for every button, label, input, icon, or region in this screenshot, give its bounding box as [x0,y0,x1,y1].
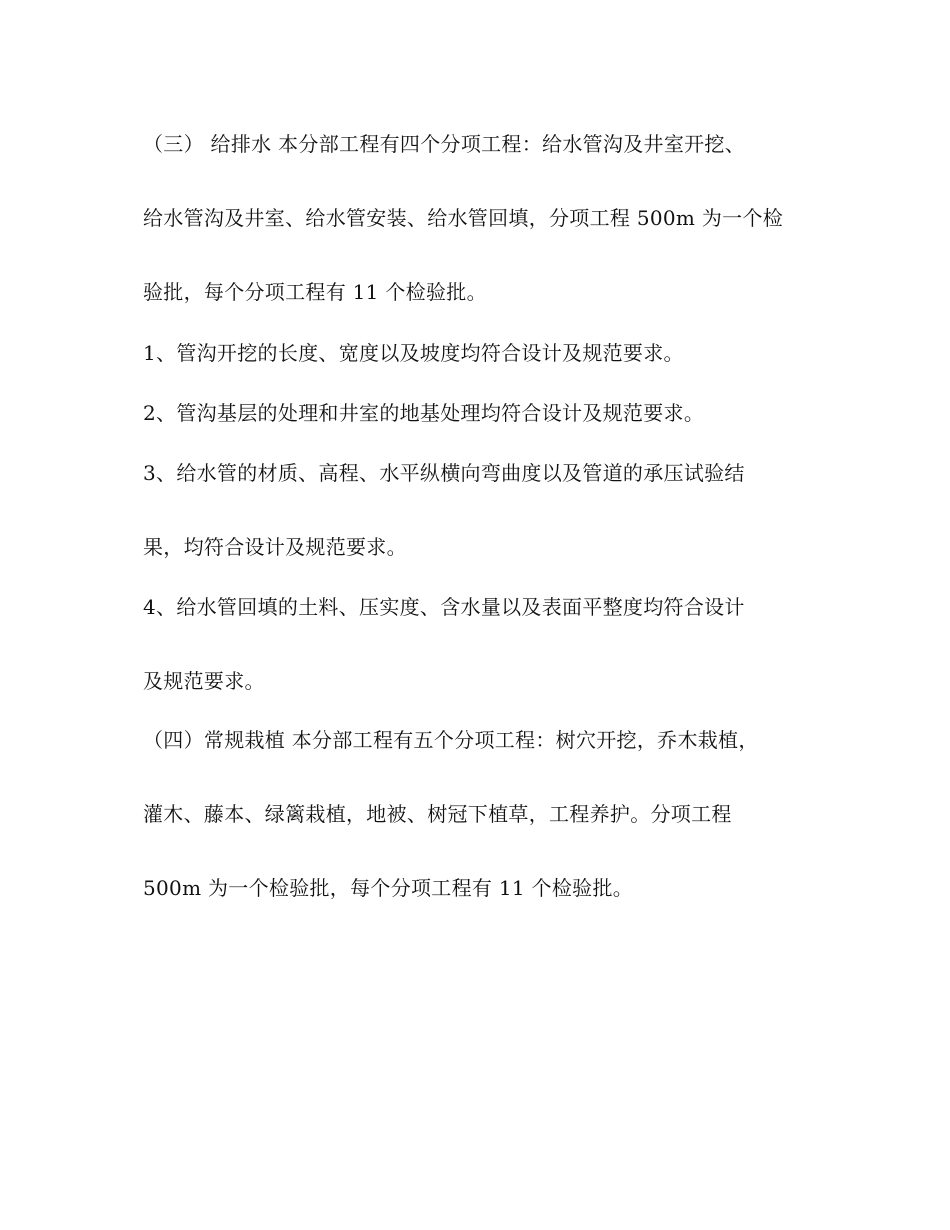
section-4-heading-line: （四）常规栽植 本分部工程有五个分项工程：树穴开挖，乔木栽植， [143,728,759,752]
section-4-text-line-2: 灌木、藤本、绿篱栽植，地被、树冠下植草，工程养护。分项工程 [143,802,732,826]
list-item-3-continued: 果，均符合设计及规范要求。 [143,535,407,559]
section-3-text-line-3: 验批，每个分项工程有 11 个检验批。 [143,280,487,304]
section-3-heading-line: （三） 给排水 本分部工程有四个分项工程：给水管沟及井室开挖、 [143,132,746,156]
section-4-text-line-3: 500m 为一个检验批，每个分项工程有 11 个检验批。 [143,876,634,900]
list-item-4: 4、给水管回填的土料、压实度、含水量以及表面平整度均符合设计 [143,595,745,619]
list-item-2: 2、管沟基层的处理和井室的地基处理均符合设计及规范要求。 [143,401,705,425]
list-item-3: 3、给水管的材质、高程、水平纵横向弯曲度以及管道的承压试验结 [143,461,745,485]
section-3-text-line-2: 给水管沟及井室、给水管安装、给水管回填，分项工程 500m 为一个检 [143,206,784,230]
list-item-4-continued: 及规范要求。 [143,669,265,693]
list-item-1: 1、管沟开挖的长度、宽度以及坡度均符合设计及规范要求。 [143,341,684,365]
